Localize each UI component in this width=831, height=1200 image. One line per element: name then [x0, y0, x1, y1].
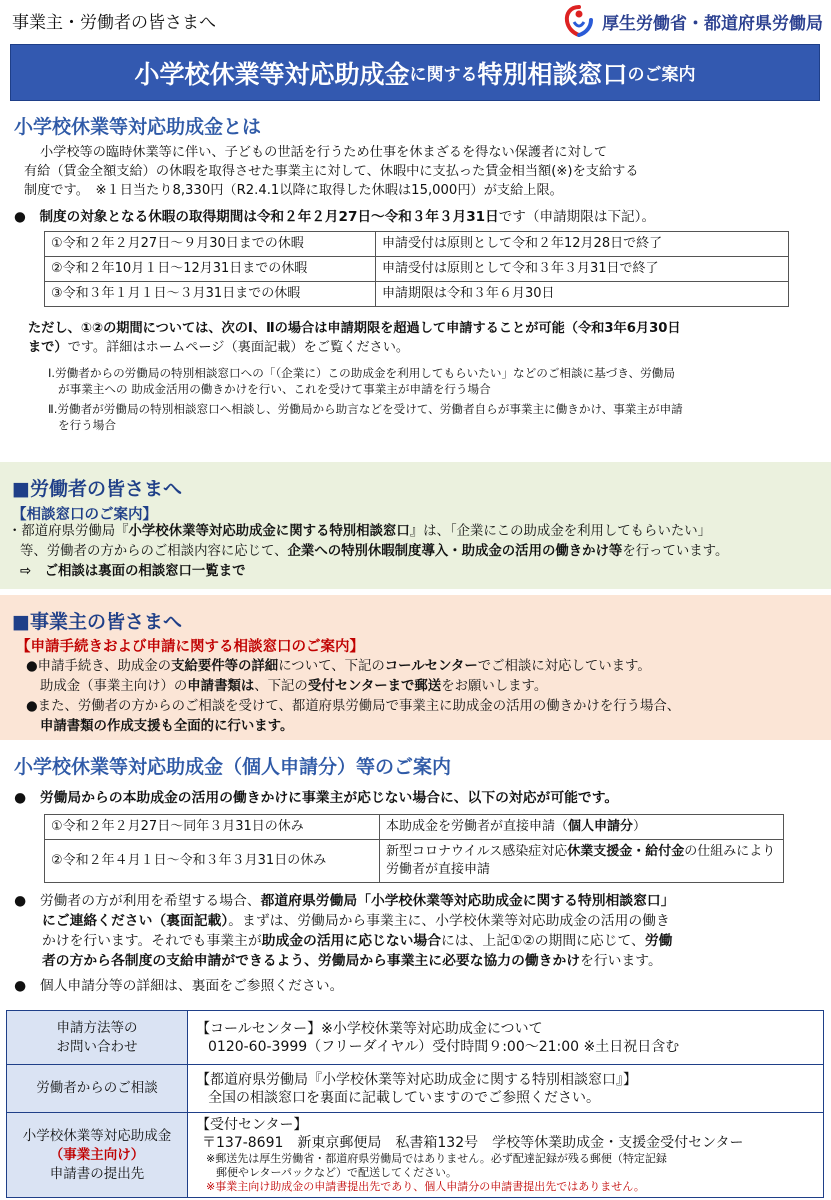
text-a: にご連絡ください（裏面記載） [42, 913, 229, 929]
submission-note-2: 郵便やレターパックなど）で配送してください。 [216, 1166, 458, 1179]
call-center-label [7, 1011, 188, 1065]
about-section [14, 112, 819, 433]
employers-line-4: 申請書類の作成支援も全面的に行います。 [40, 719, 294, 734]
text-b: 申請書類は [187, 679, 255, 694]
workers-title: ■労働者の皆さまへ [12, 478, 182, 500]
contacts-section [0, 1010, 831, 1198]
text-e: をお願いします。 [441, 679, 548, 694]
text-c: 』は、「企業にこの助成金を利用してもらいたい」 [409, 524, 712, 539]
about-line-3: 制度です。 ※１日当たり8,330円（R2.4.1以降に取得した休暇は15,000円）が支給上限。 [24, 183, 563, 198]
label-line-1: 小学校休業等対応助成金 [22, 1127, 172, 1144]
submission-label [7, 1113, 188, 1198]
method-cell [380, 815, 784, 840]
submission-address: 〒137-8691 新東京郵便局 私書箱132号 学校等休業助成金・支援金受付センター [202, 1135, 744, 1151]
table-row [45, 840, 784, 883]
text-a: ●申請手続き、助成金の [26, 659, 172, 674]
text-c: を行っています。 [622, 544, 729, 559]
call-center-phone[interactable]: 0120-60-3999（フリーダイヤル）受付時間９:00～21:00 ※土日祝日含む [208, 1038, 680, 1055]
header [0, 0, 831, 42]
ministry-logo-icon [562, 4, 596, 38]
individual-section [14, 752, 824, 996]
banner-title-part1: 小学校休業等対応助成金 [134, 59, 410, 89]
table-row [45, 257, 789, 282]
employers-section [0, 595, 831, 740]
bullet-icon: ● [14, 893, 40, 909]
text-a: 助成金（事業主向け）の [40, 679, 188, 694]
label-line-3: 申請書の提出先 [49, 1165, 145, 1182]
label-line-2: （事業主向け） [49, 1146, 145, 1163]
call-center-title: 【コールセンター】※小学校休業等対応助成金について [196, 1020, 543, 1037]
exception-part-d: です。詳細はホームページ（裏面記載）をご覧ください。 [67, 340, 410, 355]
audience-label: 事業主・労働者の皆さまへ [12, 13, 216, 33]
employers-subtitle: 【申請手続きおよび申請に関する相談窓口のご案内】 [16, 639, 364, 655]
period-bullet [14, 208, 819, 227]
individual-bullet-1 [14, 789, 824, 808]
workers-line-1 [8, 522, 826, 542]
exception-part-a: ただし、①②の期間については、次のⅠ、Ⅱの場合は [28, 321, 328, 336]
text-b: 小学校休業等対応助成金に関する特別相談窓口 [128, 524, 410, 539]
text-c: には、上記①②の期間に応じて、 [441, 933, 645, 949]
submission-note-3: ※事業主向け助成金の申請書提出先であり、個人申請分の申請書提出先ではありません。 [206, 1180, 645, 1193]
para-line-1 [14, 891, 824, 911]
period-cell: ①令和２年２月27日～９月30日までの休暇 [45, 232, 376, 257]
period-bold: 制度の対象となる休暇の取得期間は令和２年２月27日～令和３年３月31日 [39, 209, 499, 225]
employers-line-2 [26, 677, 826, 697]
submission-info [188, 1113, 824, 1198]
ministry-name: 厚生労働省・都道府県労働局 [602, 13, 823, 34]
text-a: かけを行います。それでも事業主が [42, 933, 262, 949]
worker-consult-info [188, 1065, 824, 1113]
submission-note-1: ※郵送先は厚生労働省・都道府県労働局ではありません。必ず配達記録が残る郵便（特定記録 [206, 1152, 667, 1165]
period-table [44, 231, 789, 307]
period-tail: です（申請期限は下記）。 [498, 209, 656, 225]
individual-table [44, 814, 784, 883]
employers-title: ■事業主の皆さまへ [12, 611, 182, 633]
table-row [45, 232, 789, 257]
text-b: 支給要件等の詳細 [171, 659, 279, 674]
worker-consult-label: 労働者からのご相談 [7, 1065, 188, 1113]
worker-consult-detail: 全国の相談窓口を裏面に記載していますのでご参照ください。 [208, 1089, 600, 1106]
table-row [7, 1065, 824, 1113]
submission-title: 【受付センター】 [196, 1117, 308, 1133]
ministry-brand [562, 4, 823, 38]
text-d: 労働 [644, 933, 673, 949]
text-c: について、下記の [278, 659, 385, 674]
table-row [45, 282, 789, 307]
deadline-cell: 申請期限は令和３年６月30日 [376, 282, 789, 307]
text-e: でご相談に対応しています。 [477, 659, 651, 674]
table-row [7, 1011, 824, 1065]
text-d: コールセンター [384, 659, 478, 674]
text-b: 企業への特別休暇制度導入・助成金の活用の働きかけ等 [287, 544, 623, 559]
text-b: 都道府県労働局「小学校休業等対応助成金に関する特別相談窓口」 [260, 893, 675, 909]
individual-paragraph [14, 891, 824, 971]
individual-bullet-3-text: 個人申請分等の詳細は、裏面をご参照ください。 [39, 978, 344, 994]
para-line-2 [14, 911, 824, 931]
title-banner [10, 44, 820, 101]
text-b: 。まずは、労働局から事業主に、小学校休業等対応助成金の活用の働き [228, 913, 670, 929]
exception-cases [14, 365, 819, 433]
text-c: ） [633, 819, 647, 834]
text-a: 新型コロナウイルス感染症対応 [386, 844, 568, 859]
banner-title-part3: 特別相談窓口 [477, 59, 628, 89]
contacts-table [6, 1010, 824, 1198]
case-1-line-1: Ⅰ.労働者からの労働局の特別相談窓口への「（企業に）この助成金を利用してもらいたい」などのご相談に基づき、労働局 [48, 366, 675, 380]
table-row [7, 1113, 824, 1198]
text-b: 助成金の活用に応じない場合 [261, 933, 442, 949]
worker-consult-title: 【都道府県労働局『小学校休業等対応助成金に関する特別相談窓口』】 [196, 1071, 637, 1088]
case-1-line-2: が事業主への 助成金活用の働きかけを行い、これを受けて事業主が申請を行う場合 [58, 382, 491, 396]
deadline-cell: 申請受付は原則として令和３年３月31日で終了 [376, 257, 789, 282]
label-line-2: お問い合わせ [56, 1038, 138, 1055]
workers-section [0, 462, 831, 589]
employers-body [26, 657, 826, 737]
call-center-info [188, 1011, 824, 1065]
workers-body [8, 522, 826, 582]
text-a: 労働者の方が利用を希望する場合、 [39, 893, 261, 909]
about-line-2: 有給（賃金全額支給）の休暇を取得させた事業主に対して、休暇中に支払った賃金相当額(※)を支給する [24, 164, 639, 179]
exception-part-c: まで） [28, 340, 68, 355]
bullet-icon: ● [14, 209, 40, 225]
text-b: を行います。 [580, 953, 662, 969]
banner-title-part4: のご案内 [627, 65, 696, 85]
period-cell: ①令和２年２月27日～同年３月31日の休み [45, 815, 380, 840]
text-a: 本助成金を労働者が直接申請（ [386, 819, 569, 834]
para-line-3 [14, 931, 824, 951]
banner-title-part2: に関する [409, 65, 478, 85]
workers-line-2 [8, 542, 826, 562]
label-line-1: 申請方法等の [56, 1019, 138, 1036]
individual-title: 小学校休業等対応助成金（個人申請分）等のご案内 [14, 756, 452, 778]
para-line-4 [14, 951, 824, 971]
workers-subtitle: 【相談窓口のご案内】 [12, 507, 157, 523]
bullet-icon: ● [14, 978, 40, 994]
case-2-line-2: を行う場合 [58, 418, 116, 432]
bullet-icon: ● [14, 790, 40, 806]
case-2-line-1: Ⅱ.労働者が労働局の特別相談窓口へ相談し、労働局から助言などを受けて、労働者自らが事業主に働きかけ、事業主が申請 [48, 402, 683, 416]
text-a: ・都道府県労働局『 [8, 524, 129, 539]
employers-line-1 [26, 657, 826, 677]
text-c: の仕組みにより労働者が直接申請 [386, 844, 776, 877]
text-b: 休業支援金・給付金 [567, 844, 685, 859]
text-d: 受付センターまで郵送 [307, 679, 442, 694]
employers-line-3: ●また、労働者の方からのご相談を受けて、都道府県労働局で事業主に助成金の活用の働きかけを行う場合、 [26, 699, 681, 714]
exception-text [14, 319, 819, 357]
individual-bullet-1-text: 労働局からの本助成金の活用の働きかけに事業主が応じない場合に、以下の対応が可能です。 [39, 790, 619, 806]
about-title: 小学校休業等対応助成金とは [14, 116, 262, 138]
workers-line-3: ⇨ ご相談は裏面の相談窓口一覧まで [20, 564, 246, 579]
deadline-cell: 申請受付は原則として令和２年12月28日で終了 [376, 232, 789, 257]
about-description [14, 143, 819, 200]
period-cell: ②令和２年４月１日～令和３年３月31日の休み [45, 840, 380, 883]
about-line-1: 小学校等の臨時休業等に伴い、子どもの世話を行うため仕事を休まざるを得ない保護者に対して [40, 145, 608, 160]
text-a: 者の方から各制度の支給申請ができるよう、労働局から事業主に必要な協力の働きかけ [42, 953, 581, 969]
text-b: 個人申請分 [568, 819, 634, 834]
text-c: 、下記の [254, 679, 308, 694]
individual-bullet-3 [14, 977, 824, 996]
method-cell [380, 840, 784, 883]
period-cell: ③令和３年１月１日～３月31日までの休暇 [45, 282, 376, 307]
text-a: 等、労働者の方からのご相談内容に応じて、 [20, 544, 288, 559]
period-cell: ②令和２年10月１日～12月31日までの休暇 [45, 257, 376, 282]
exception-part-b: 申請期限を超過して申請することが可能（令和3年6月30日 [327, 321, 681, 336]
table-row [45, 815, 784, 840]
